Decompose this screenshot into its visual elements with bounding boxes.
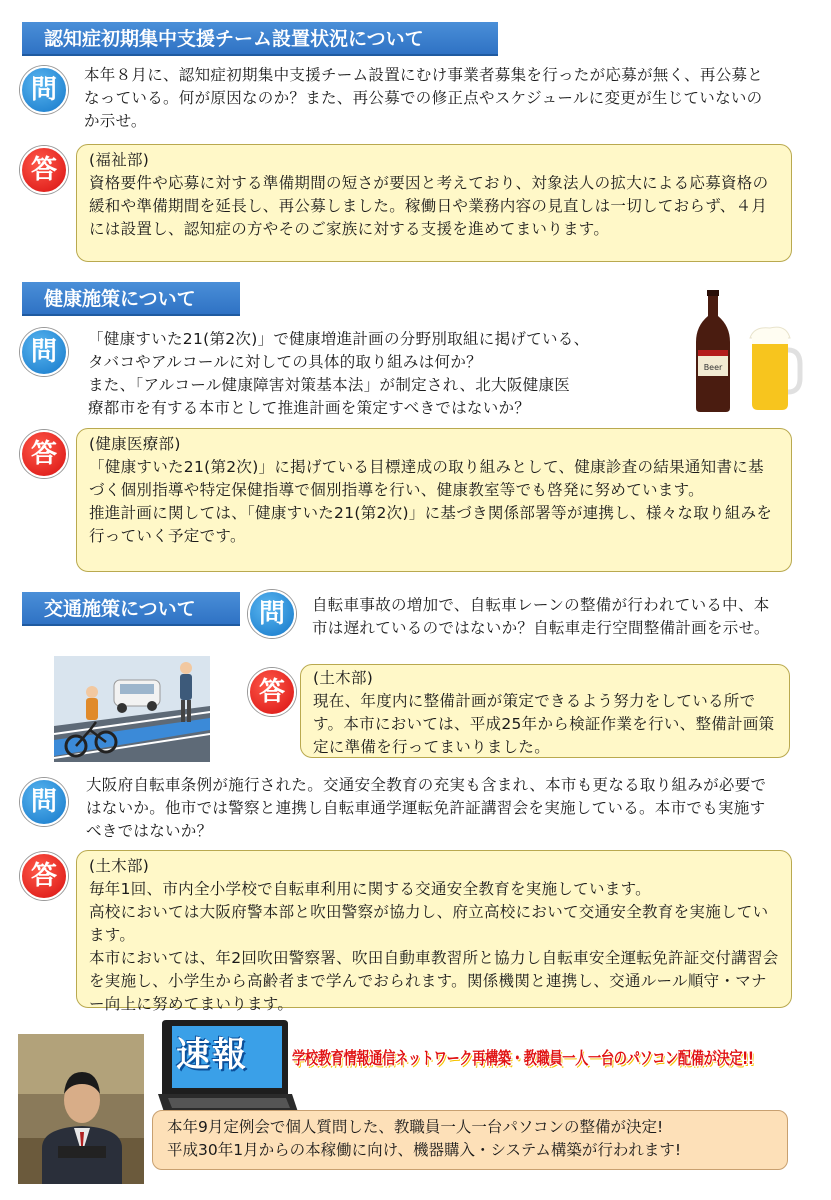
question-line: また、「アルコール健康障害対策基本法」が制定され、北大阪健康医	[88, 376, 571, 394]
section-title-health: 健康施策について	[22, 282, 240, 316]
answer-box-dementia	[76, 144, 792, 262]
question-badge-icon: 問	[20, 328, 68, 376]
question-badge-icon: 問	[20, 778, 68, 826]
answer-text: 資格要件や応募に対する準備期間の短さが要因と考えており、対象法人の拡大による応募資格の緩和や準備期間を延長し、再公募しました。稼働日や業務内容の見直しは一切しておらず、４月には設置し、認知症の方やそのご家族に対する支援を進めてまいります。	[89, 174, 769, 238]
section-title-traffic: 交通施策について	[22, 592, 240, 626]
news-line: 本年9月定例会で個人質問した、教職員一人一台パソコンの整備が決定!	[167, 1118, 664, 1136]
question-line: タバコやアルコールに対しての具体的取り組みは何か？	[88, 353, 482, 371]
question-badge-icon: 問	[20, 66, 68, 114]
question-text-bicycle: 大阪府自転車条例が施行された。交通安全教育の充実も含まれ、本市も更なる取り組みが必要ではないか。他市では警察と連携し自転車通学運転免許証講習会を実施している。本市でも実施すべきではないか？	[86, 776, 767, 840]
bicycle-lane-illustration	[54, 656, 210, 762]
news-headline: 学校教育情報通信ネットワーク再構築・教職員一人一台のパソコン配備が決定!!	[292, 1049, 754, 1069]
answer-dept: (福祉部)	[89, 151, 150, 169]
answer-text: 本市においては、年2回吹田警察署、吹田自動車教習所と協力し自転車安全運転免許証交付講習会を実施し、小学生から高齢者まで学んでおられます。関係機関と連携し、交通ルール順守・マナー向上に努めてまいります。	[89, 949, 779, 1013]
question-text-traffic: 自転車事故の増加で、自転車レーンの整備が行われている中、本市は遅れているのではないか？自転車走行空間整備計画を示せ。	[312, 596, 770, 637]
news-box	[152, 1110, 788, 1170]
answer-badge-icon: 答	[248, 668, 296, 716]
news-badge: 速報	[176, 1035, 248, 1075]
beer-bottle-label: Beer	[703, 363, 723, 372]
answer-box-traffic	[300, 664, 790, 758]
answer-text: 推進計画に関しては、「健康すいた21(第2次)」に基づき関係部署等が連携し、様々な取り組みを行っていく予定です。	[89, 504, 773, 545]
answer-text: 現在、年度内に整備計画が策定できるよう努力をしている所です。本市においては、平成25年から検証作業を行い、整備計画策定に準備を行ってまいりました。	[313, 692, 775, 756]
question-text-health	[88, 328, 688, 420]
question-text-dementia: 本年８月に、認知症初期集中支援チーム設置にむけ事業者募集を行ったが応募が無く、再公募となっている。何が原因なのか？また、再公募での修正点やスケジュールに変更が生じていないのか示せ。	[84, 66, 764, 130]
answer-badge-icon: 答	[20, 852, 68, 900]
answer-box-bicycle	[76, 850, 792, 1013]
question-line: 療都市を有する本市として推進計画を策定すべきではないか？	[88, 399, 531, 417]
question-badge-icon: 問	[248, 590, 296, 638]
answer-text: 「健康すいた21(第2次)」に掲げている目標達成の取り組みとして、健康診査の結果通知書に基づく個別指導や特定保健指導で個別指導を行い、健康教室等でも啓発に努めています。	[89, 458, 764, 499]
answer-box-health	[76, 428, 792, 572]
answer-dept: (土木部)	[89, 857, 150, 875]
answer-dept: (健康医療部)	[89, 435, 181, 453]
beer-bottle-glass-illustration	[694, 286, 804, 416]
speaker-photo	[18, 1034, 144, 1184]
question-line: 「健康すいた21(第2次)」で健康増進計画の分野別取組に掲げている、	[88, 330, 590, 348]
answer-badge-icon: 答	[20, 146, 68, 194]
answer-dept: (土木部)	[313, 669, 374, 687]
news-line: 平成30年1月からの本稼働に向け、機器購入・システム構築が行われます!	[167, 1141, 682, 1159]
answer-text: 毎年1回、市内全小学校で自転車利用に関する交通安全教育を実施しています。	[89, 880, 651, 898]
answer-badge-icon: 答	[20, 430, 68, 478]
answer-text: 高校においては大阪府警本部と吹田警察が協力し、府立高校において交通安全教育を実施しています。	[89, 903, 769, 944]
section-title-dementia: 認知症初期集中支援チーム設置状況について	[22, 22, 498, 56]
